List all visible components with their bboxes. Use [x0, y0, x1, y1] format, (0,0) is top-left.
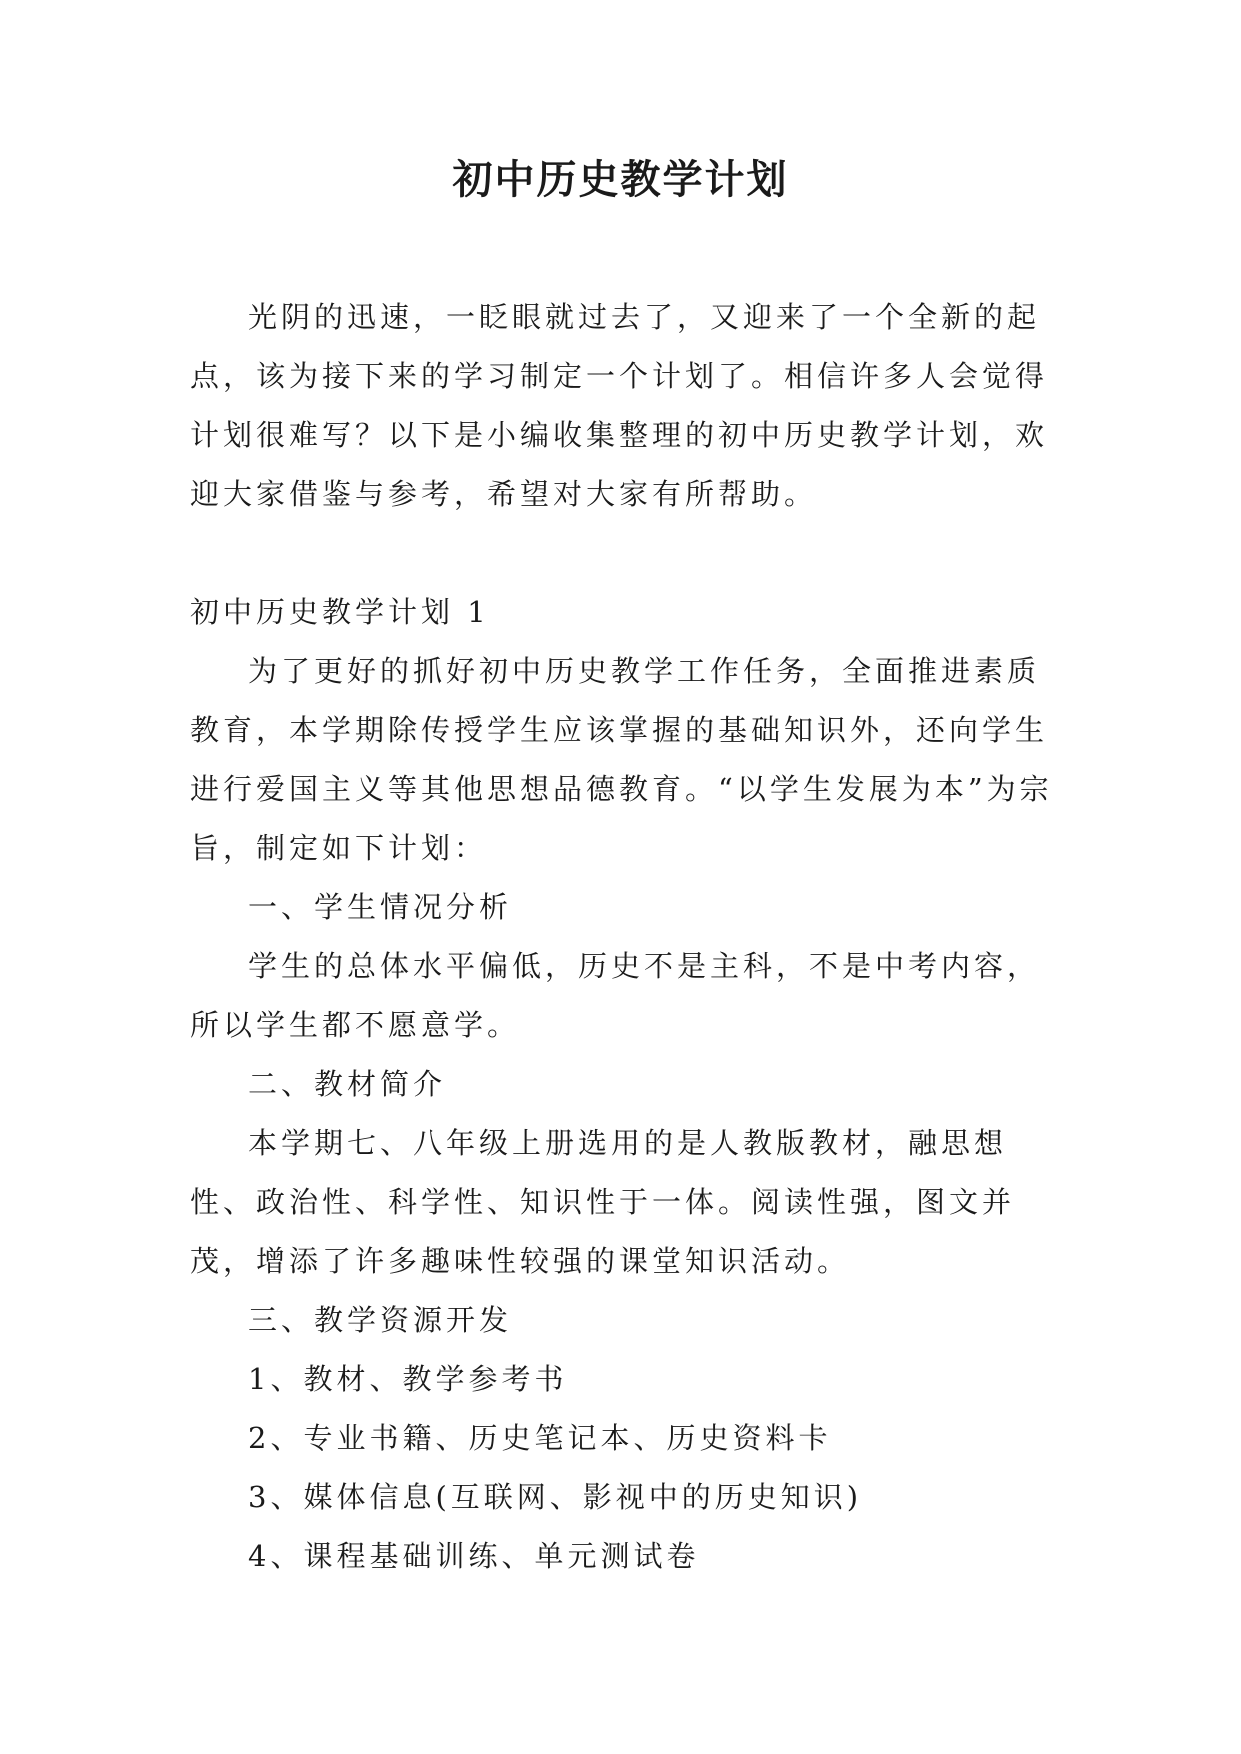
section-title: 初中历史教学计划 1	[190, 595, 490, 629]
list-item: 1、教材、教学参考书	[248, 1362, 568, 1396]
document-title: 初中历史教学计划	[452, 156, 789, 203]
document-body	[190, 288, 1070, 1586]
intro-paragraph: 光阴的迅速，一眨眼就过去了，又迎来了一个全新的起点，该为接下来的学习制定一个计划了。相信许多人会觉得计划很难写？以下是小编收集整理的初中历史教学计划，欢迎大家借鉴与参考，希望对大家有所帮助。	[190, 300, 1049, 511]
list-item: 4、课程基础训练、单元测试卷	[248, 1539, 700, 1573]
heading-textbook-intro: 二、教材简介	[248, 1067, 447, 1101]
heading-student-analysis: 一、学生情况分析	[248, 890, 513, 924]
body-paragraph: 为了更好的抓好初中历史教学工作任务，全面推进素质教育，本学期除传授学生应该掌握的基础知识外，还向学生进行爱国主义等其他思想品德教育。“以学生发展为本”为宗旨，制定如下计划：	[190, 654, 1053, 865]
body-paragraph: 本学期七、八年级上册选用的是人教版教材，融思想性、政治性、科学性、知识性于一体。阅读性强，图文并茂，增添了许多趣味性较强的课堂知识活动。	[190, 1126, 1016, 1278]
list-item: 2、专业书籍、历史笔记本、历史资料卡	[248, 1421, 832, 1455]
heading-resource-development: 三、教学资源开发	[248, 1303, 513, 1337]
list-item: 3、媒体信息(互联网、影视中的历史知识)	[248, 1480, 863, 1514]
body-paragraph: 学生的总体水平偏低，历史不是主科，不是中考内容，所以学生都不愿意学。	[190, 949, 1041, 1042]
